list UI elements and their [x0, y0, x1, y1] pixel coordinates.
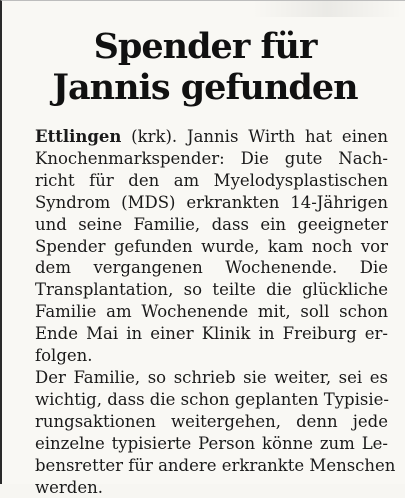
paragraph-1-line: Transplantation, so teilte die glückliche — [35, 279, 388, 301]
article-body — [35, 126, 388, 498]
paragraph-2-line: rungsaktionen weitergehen, denn jede — [35, 411, 388, 433]
paragraph-1-line: Ende Mai in einer Klinik in Freiburg er- — [35, 323, 388, 345]
paragraph-2-line: bensretter für andere erkrankte Menschen — [35, 455, 388, 477]
paragraph-1-line: Spender gefunden wurde, kam noch vor — [35, 236, 388, 258]
dateline: Ettlingen — [35, 127, 121, 146]
print-bleed-through — [252, 1, 402, 17]
paragraph-2-line: Der Familie, so schrieb sie weiter, sei es — [35, 367, 388, 389]
paragraph-2-line: wichtig, dass die schon geplanten Typisie- — [35, 389, 388, 411]
paragraph-1-line: Knochenmarkspender: Die gute Nach- — [35, 148, 388, 170]
paragraph-1-line: und seine Familie, dass ein geeigneter — [35, 214, 388, 236]
paragraph-2-line: werden. — [35, 477, 388, 498]
byline: (krk). — [131, 127, 177, 146]
paragraph-1-line: folgen. — [35, 345, 388, 367]
headline — [10, 26, 400, 108]
paragraph-2-line: einzelne typisierte Person könne zum Le- — [35, 433, 388, 455]
paragraph-1-line: richt für den am Myelodysplastischen — [35, 170, 388, 192]
paragraph-1-line: Familie am Wochenende mit, soll schon — [35, 301, 388, 323]
paragraph-1-line: Ettlingen (krk). Jannis Wirth hat einen — [35, 126, 388, 148]
headline-line-2: Jannis gefunden — [52, 67, 357, 108]
paragraph-1-line: dem vergangenen Wochenende. Die — [35, 257, 388, 279]
paragraph-2 — [35, 367, 388, 498]
paragraph-1-line: Syndrom (MDS) erkrankten 14-Jährigen — [35, 192, 388, 214]
headline-line-1: Spender für — [94, 26, 317, 67]
paragraph-1 — [35, 126, 388, 367]
